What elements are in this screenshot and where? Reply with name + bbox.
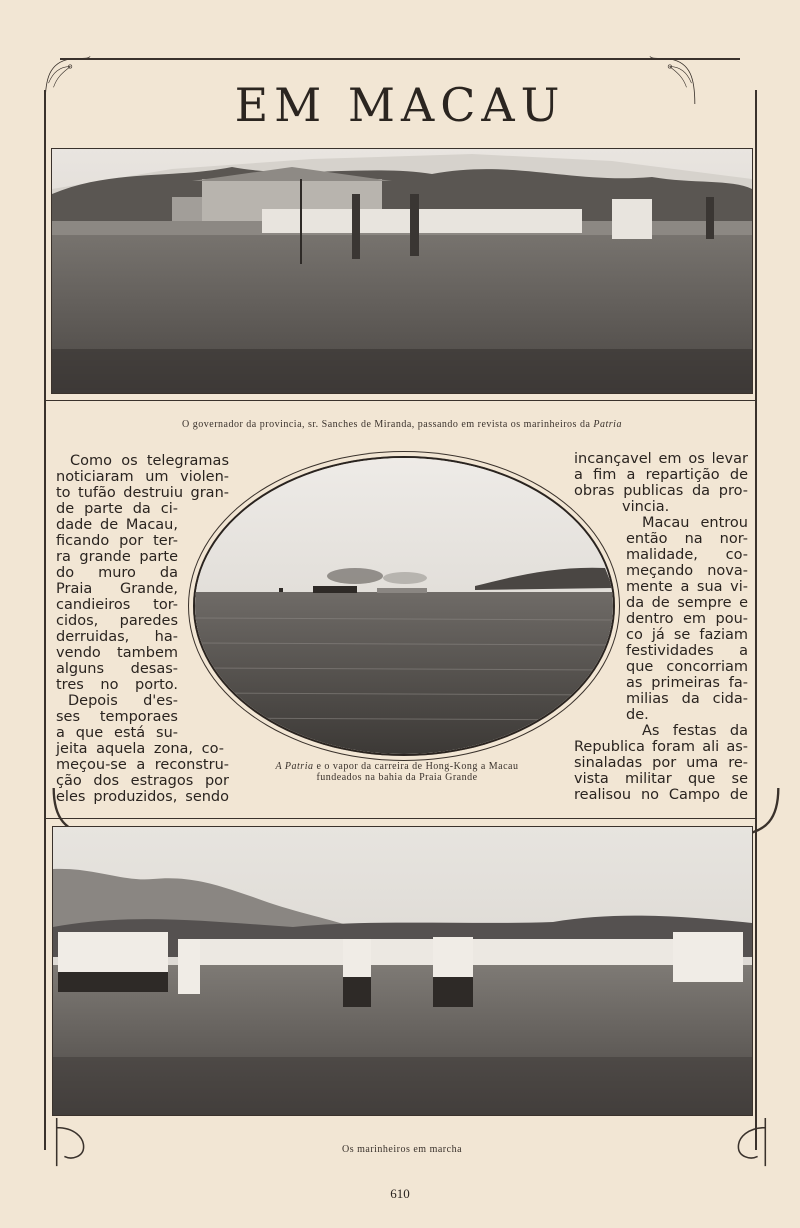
caption-top-italic: Patria	[593, 419, 622, 430]
left-line: derruidas, ha-	[56, 629, 178, 645]
frame-divider-middle	[46, 818, 755, 819]
right-line: sinaladas por uma re-	[574, 755, 748, 771]
left-line: meçou-se a reconstru-	[56, 757, 229, 773]
right-line: da de sempre e	[626, 595, 748, 611]
left-line: to tufão destruiu gran-	[56, 485, 229, 501]
right-line: Republica foram ali as-	[574, 739, 748, 755]
left-line: de parte da ci-	[56, 501, 178, 517]
caption-oval	[232, 761, 562, 783]
left-line: ses temporaes	[56, 709, 178, 725]
right-line: obras publicas da pro-	[574, 483, 748, 499]
right-line: As festas da	[642, 723, 748, 739]
right-line: Macau entrou	[642, 515, 748, 531]
left-line: jeita aquela zona, co-	[56, 741, 224, 757]
photo-governor-review	[51, 148, 753, 394]
photo-ships-in-bay	[193, 456, 615, 756]
right-line: malidade, co-	[626, 547, 748, 563]
photo-sailors-marching	[52, 826, 753, 1116]
caption-top	[52, 419, 752, 430]
right-line: festividades a	[626, 643, 748, 659]
left-line: tres no porto.	[56, 677, 178, 693]
caption-oval-italic: A Patria	[275, 761, 314, 772]
left-line: Depois d'es-	[68, 693, 178, 709]
left-line: noticiaram um violen-	[56, 469, 229, 485]
caption-bottom: Os marinheiros em marcha	[341, 1144, 463, 1155]
left-line: a que está su-	[56, 725, 178, 741]
left-line: ção dos estragos por	[56, 773, 229, 789]
left-line: Como os telegramas	[70, 453, 229, 469]
right-line: co já se faziam	[626, 627, 748, 643]
right-line: milias da cida-	[626, 691, 748, 707]
left-line: candieiros tor-	[56, 597, 178, 613]
right-line: meçando nova-	[626, 563, 748, 579]
right-line: mente a sua vi-	[626, 579, 748, 595]
ornament-bottom-right-icon	[718, 1118, 778, 1168]
left-line: alguns desas-	[56, 661, 178, 677]
left-line: Praia Grande,	[56, 581, 178, 597]
right-line: então na nor-	[626, 531, 748, 547]
frame-right-border	[755, 90, 757, 1150]
caption-top-text: O governador da provincia, sr. Sanches de Miranda, passando em revista os marinheiros da	[182, 419, 594, 430]
ornament-bottom-left-icon	[44, 1118, 104, 1168]
frame-divider-upper	[46, 400, 755, 401]
left-line: eles produzidos, sendo	[56, 789, 229, 805]
right-line: incançavel em os levar	[574, 451, 748, 467]
article-right-column	[574, 451, 748, 803]
right-line: a fim a repartição de	[574, 467, 748, 483]
left-line: dade de Macau,	[56, 517, 178, 533]
left-line: vendo tambem	[56, 645, 178, 661]
right-line: dentro em pou-	[626, 611, 748, 627]
left-line: cidos, paredes	[56, 613, 178, 629]
page-title: EM MACAU	[234, 78, 566, 132]
frame-top-border	[60, 58, 740, 60]
left-line: ra grande parte	[56, 549, 178, 565]
right-line: vincia.	[622, 499, 670, 515]
page-number: 610	[390, 1186, 410, 1201]
caption-oval-line2: fundeados na bahia da Praia Grande	[316, 772, 478, 783]
left-line: do muro da	[56, 565, 178, 581]
caption-oval-line1: e o vapor da carreira de Hong-Kong a Macau	[313, 761, 519, 772]
frame-left-border	[44, 90, 46, 1150]
right-line: realisou no Campo de	[574, 787, 748, 803]
right-line: que concorriam	[626, 659, 748, 675]
right-line: vista militar que se	[574, 771, 748, 787]
right-line: as primeiras fa-	[626, 675, 748, 691]
left-line: ficando por ter-	[56, 533, 178, 549]
right-line: de.	[626, 707, 649, 723]
